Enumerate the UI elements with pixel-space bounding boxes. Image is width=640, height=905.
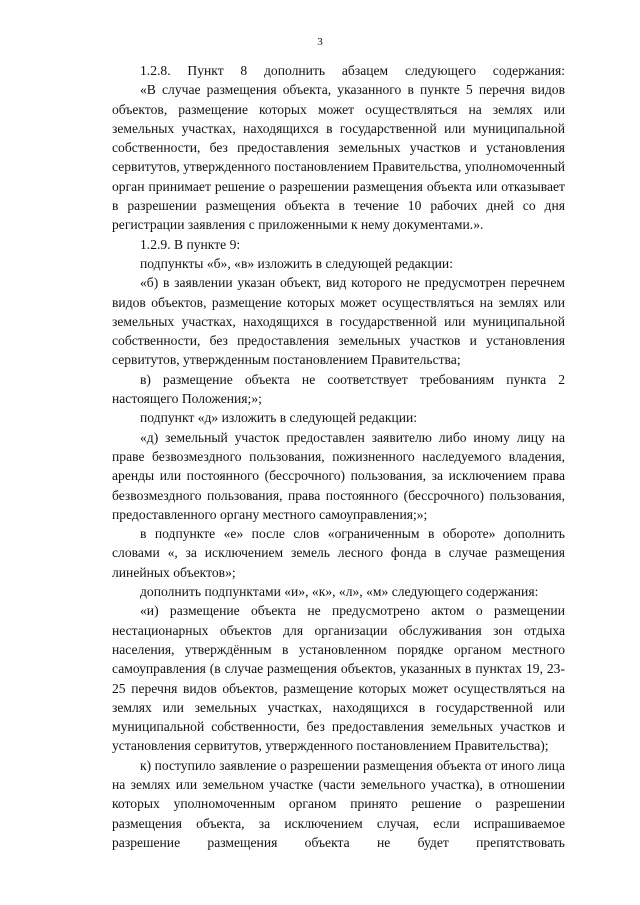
paragraph-add-subpoints: дополнить подпунктами «и», «к», «л», «м» следующего содержания: [140, 584, 539, 600]
paragraph-subpoint-d: «д) земельный участок предоставлен заявителю либо иному лицу на праве безвозмездного пользования, пожизненного наследуемого владения, аренды или постоянного (бессрочного) пользования, за исключением права безвозмездного пользования, права постоянного (бессрочного) пользования, предоставленного органу местного самоуправления;»; [112, 429, 565, 522]
page-number: 3 [317, 36, 323, 48]
paragraph-subpoint-d-intro: подпункт «д» изложить в следующей редакции: [140, 410, 418, 426]
paragraph-1-2-9: 1.2.9. В пункте 9: [140, 236, 241, 252]
paragraph-1-2-8: 1.2.8. Пункт 8 дополнить абзацем следующего содержания: [140, 63, 565, 78]
paragraph-subpoint-v: в) размещение объекта не соответствует требованиям пункта 2 настоящего Положения;»; [112, 371, 565, 407]
paragraph-subpoints-b-v: подпункты «б», «в» изложить в следующей редакции: [140, 255, 453, 271]
document-body [112, 61, 565, 852]
paragraph-subpoint-e: в подпункте «е» после слов «ограниченным в обороте» дополнить словами «, за исключением земель лесного фонда в случае размещения линейных объектов»; [112, 526, 565, 580]
paragraph-quote-point-8: «В случае размещения объекта, указанного в пункте 5 перечня видов объектов, размещение которых может осуществляться на землях или земельных участках, находящихся в государственной или муниципальной собственности, без предоставления земельных участков и установления сервитутов, утвержденного постановлением Правительства, уполномоченный орган принимает решение о разрешении размещения объекта или отказывает в разрешении размещения объекта в течение 10 рабочих дней со дня регистрации заявления с приложенными к нему документами.». [112, 82, 565, 233]
paragraph-subpoint-k: к) поступило заявление о разрешении размещения объекта от иного лица на землях или земельном участке (части земельного участка), в отношении которых уполномоченным органом принято решение о разрешении размещения объекта, за исключением случая, если испрашиваемое разрешение размещения объекта не будет препятствовать [112, 757, 565, 850]
paragraph-subpoint-i: «и) размещение объекта не предусмотрено актом о размещении нестационарных объектов для организации обслуживания зон отдыха населения, утверждённым в установленном порядке органом местного самоуправления (в случае размещения объектов, указанных в пунктах 19, 23-25 перечня видов объектов, размещение которых может осуществляться на землях или земельных участках, находящихся в государственной или муниципальной собственности, без предоставления земельных участков и установления сервитутов, утвержденного постановлением Правительства); [112, 603, 565, 754]
paragraph-subpoint-b: «б) в заявлении указан объект, вид которого не предусмотрен перечнем видов объектов, размещение которых может осуществляться на землях или земельных участках, находящихся в государственной или муниципальной собственности, без предоставления земельных участков и установления сервитутов, утвержденным постановлением Правительства; [112, 275, 565, 368]
